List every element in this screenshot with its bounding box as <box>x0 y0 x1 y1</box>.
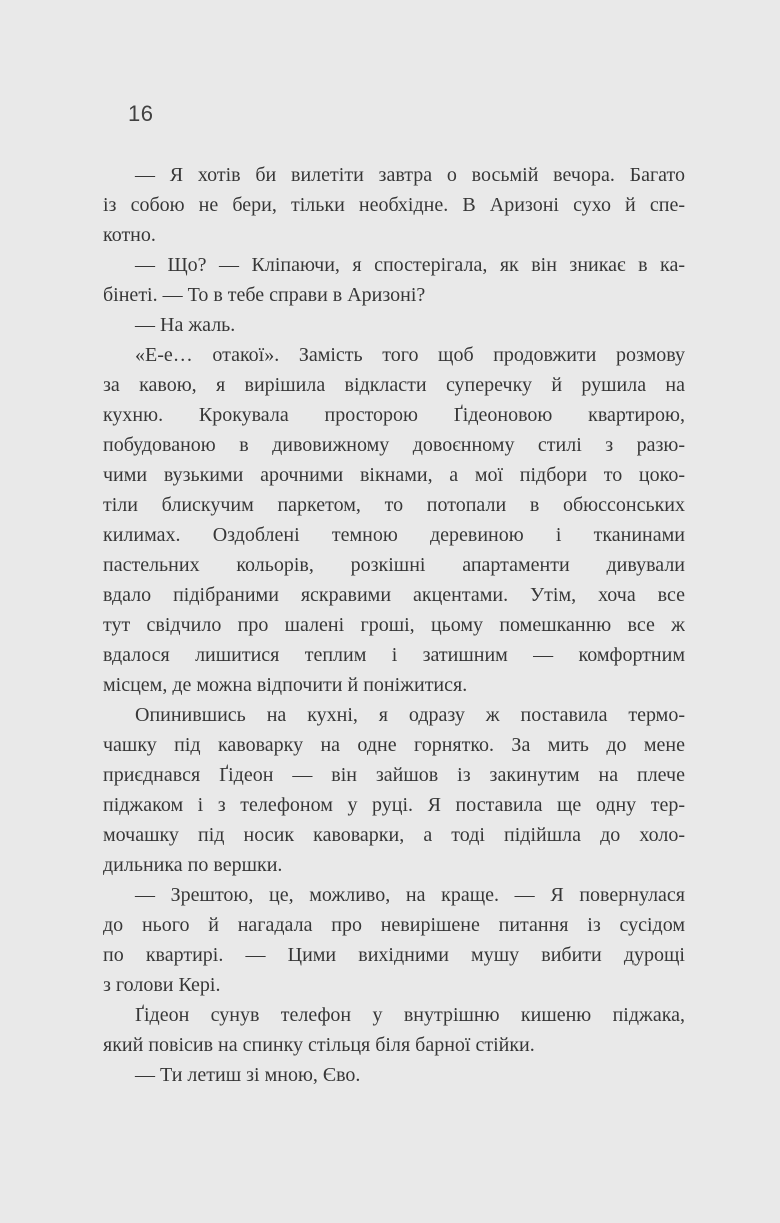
paragraph <box>103 700 685 880</box>
page-text <box>103 160 685 1090</box>
text-line: — Ти летиш зі мною, Єво. <box>135 1064 361 1086</box>
text-line: піджаком і з телефоном у руці. Я поставила ще одну тер- <box>103 794 685 816</box>
text-line: вдало підібраними яскравими акцентами. Утім, хоча все <box>103 584 685 606</box>
text-line: кухню. Крокувала просторою Ґідеоновою квартирою, <box>103 404 685 426</box>
text-line: тіли блискучим паркетом, то потопали в обюссонських <box>103 494 685 516</box>
paragraph <box>103 1060 685 1090</box>
text-line: пастельних кольорів, розкішні апартаменти дивували <box>103 554 685 576</box>
page-number: 16 <box>128 101 154 126</box>
text-line: — На жаль. <box>135 314 236 336</box>
text-line: — Зрештою, це, можливо, на краще. — Я повернулася <box>135 884 685 906</box>
text-line: приєднався Ґідеон — він зайшов із закинутим на плече <box>103 764 685 786</box>
text-line: — Я хотів би вилетіти завтра о восьмій вечора. Багато <box>135 164 685 186</box>
paragraph <box>103 340 685 700</box>
text-line: мочашку під носик кавоварки, а тоді підійшла до холо- <box>103 824 685 846</box>
text-line: до нього й нагадала про невирішене питання із сусідом <box>103 914 685 936</box>
text-line: чашку під кавоварку на одне горнятко. За мить до мене <box>103 734 685 756</box>
text-line: котно. <box>103 224 156 246</box>
text-line: із собою не бери, тільки необхідне. В Аризоні сухо й спе- <box>103 194 685 216</box>
text-line: який повісив на спинку стільця біля барної стійки. <box>103 1034 535 1056</box>
text-line: — Що? — Кліпаючи, я спостерігала, як він зникає в ка- <box>135 254 685 276</box>
text-line: місцем, де можна відпочити й поніжитися. <box>103 674 468 696</box>
paragraph <box>103 310 685 340</box>
text-line: Опинившись на кухні, я одразу ж поставила термо- <box>135 704 685 726</box>
text-line: килимах. Оздоблені темною деревиною і тканинами <box>103 524 685 546</box>
text-line: Ґідеон сунув телефон у внутрішню кишеню піджака, <box>135 1004 685 1026</box>
text-line: по квартирі. — Цими вихідними мушу вибити дурощі <box>103 944 685 966</box>
text-line: дильника по вершки. <box>103 854 283 876</box>
text-line: бінеті. — То в тебе справи в Аризоні? <box>103 284 426 306</box>
text-line: за кавою, я вирішила відкласти суперечку й рушила на <box>103 374 685 396</box>
text-line: вдалося лишитися теплим і затишним — комфортним <box>103 644 685 666</box>
text-line: «Е-е… отакої». Замість того щоб продовжити розмову <box>135 344 685 366</box>
paragraph <box>103 880 685 1000</box>
text-line: з голови Кері. <box>103 974 221 996</box>
text-line: побудованою в дивовижному довоєнному стилі з разю- <box>103 434 685 456</box>
text-line: чими вузькими арочними вікнами, а мої підбори то цоко- <box>103 464 685 486</box>
paragraph <box>103 250 685 310</box>
paragraph <box>103 160 685 250</box>
paragraph <box>103 1000 685 1060</box>
text-line: тут свідчило про шалені гроші, цьому помешканню все ж <box>103 614 685 636</box>
